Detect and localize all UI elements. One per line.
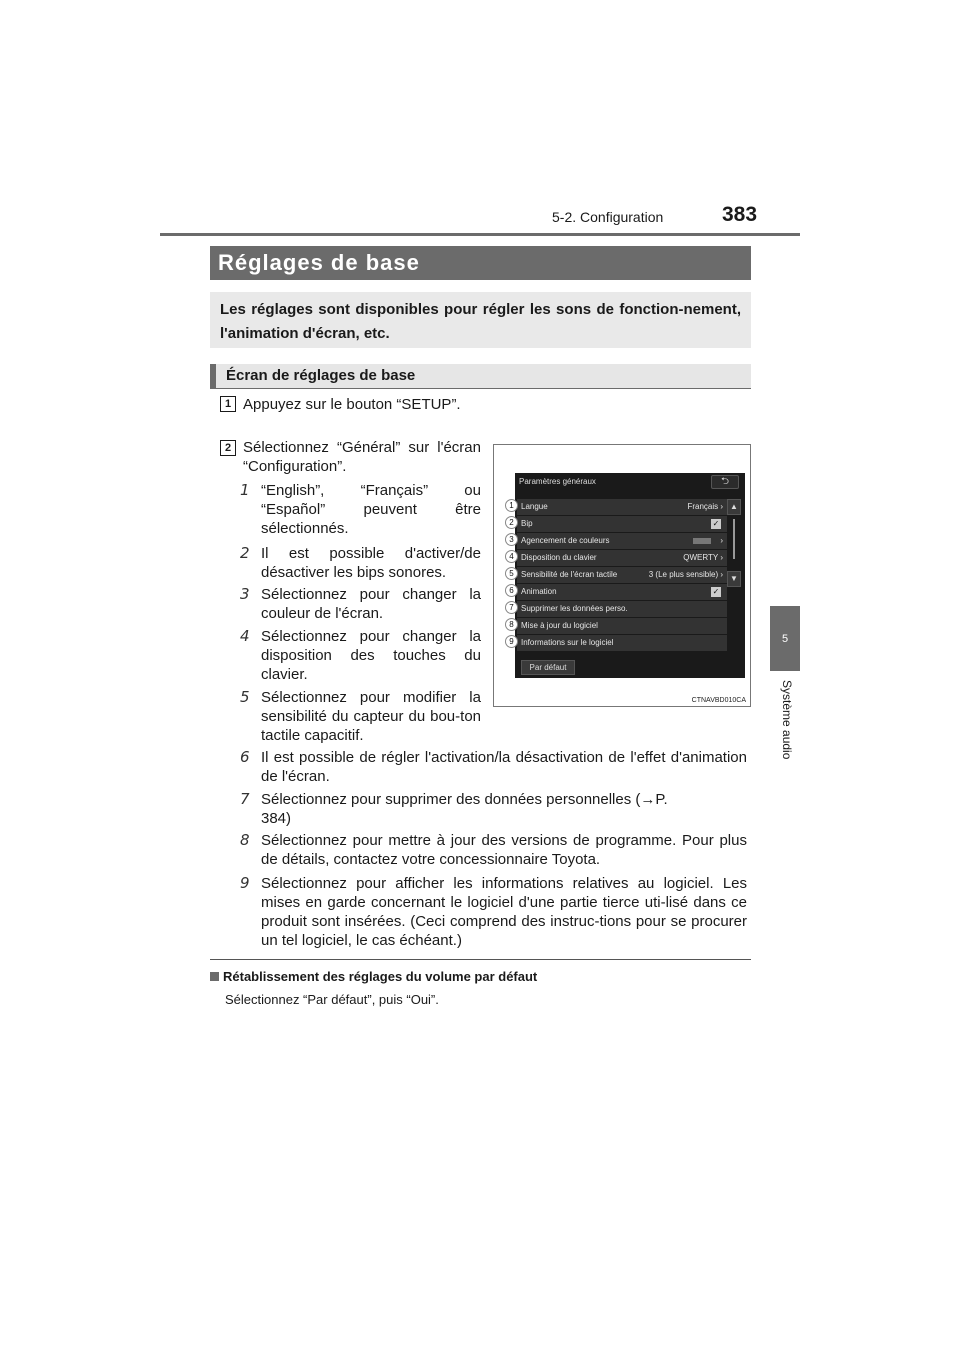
section-heading: 5-2. Configuration	[552, 209, 664, 225]
row-value: Français ›	[687, 502, 723, 511]
settings-screen-illustration	[493, 444, 751, 707]
subsection-divider	[210, 388, 751, 389]
row-label: Sensibilité de l'écran tactile	[521, 570, 618, 579]
row-label: Agencement de couleurs	[521, 536, 610, 545]
row-value: 3 (Le plus sensible) ›	[648, 570, 723, 579]
row-label: Supprimer les données perso.	[521, 604, 628, 613]
callout-number: 7	[505, 601, 518, 614]
list-item	[509, 584, 727, 600]
scroll-up-icon: ▲	[727, 499, 741, 515]
callout-number: 4	[505, 550, 518, 563]
row-label: Mise à jour du logiciel	[521, 621, 598, 630]
note-title	[210, 969, 537, 984]
step-number: 1	[220, 396, 236, 412]
item-text: Sélectionnez pour changer la disposition des touches du clavier.	[261, 628, 481, 683]
screen-title: Paramètres généraux	[519, 477, 596, 486]
checkbox-icon: ✓	[712, 519, 720, 528]
note-divider	[210, 959, 751, 960]
row-value: ›	[720, 536, 723, 545]
callout-number: 2	[505, 516, 518, 529]
step-number: 2	[220, 440, 236, 456]
callout-number: 8	[240, 831, 250, 849]
settings-list	[509, 499, 727, 652]
row-label: Informations sur le logiciel	[521, 638, 614, 647]
step-text: Sélectionnez “Général” sur l'écran “Configuration”.	[243, 439, 481, 475]
header-divider	[160, 233, 800, 236]
scrollbar	[727, 499, 741, 651]
chapter-label: Système audio	[780, 680, 794, 760]
display-screen	[509, 473, 745, 678]
item-text: Sélectionnez pour changer la couleur de l'écran.	[261, 586, 481, 622]
step-text: Appuyez sur le bouton “SETUP”.	[243, 396, 461, 413]
item-text: Sélectionnez pour supprimer des données personnelles (→P. 384)	[261, 791, 668, 827]
list-item	[509, 550, 727, 566]
subsection-heading: Écran de réglages de base	[210, 364, 751, 388]
list-item	[509, 567, 727, 583]
note-text: Sélectionnez “Par défaut”, puis “Oui”.	[225, 992, 439, 1007]
row-label: Langue	[521, 502, 548, 511]
page-number: 383	[722, 203, 758, 226]
callout-number: 7	[240, 790, 250, 808]
list-item	[509, 601, 727, 617]
square-bullet-icon	[210, 972, 219, 981]
callout-number: 8	[505, 618, 518, 631]
item-text: Sélectionnez pour modifier la sensibilité du capteur du bou-ton tactile capacitif.	[261, 689, 481, 744]
callout-number: 5	[240, 688, 250, 706]
item-text: Sélectionnez pour mettre à jour des versions de programme. Pour plus de détails, contactez votre concessionnaire Toyota.	[261, 832, 747, 868]
note-title-text: Rétablissement des réglages du volume par défaut	[223, 969, 538, 984]
callout-number: 4	[240, 627, 250, 645]
color-swatch	[693, 538, 711, 544]
image-code: CTNAVBD010CA	[691, 697, 746, 704]
list-item	[509, 516, 727, 532]
callout-number: 6	[505, 584, 518, 597]
row-label: Bip	[521, 519, 533, 528]
callout-number: 3	[240, 585, 250, 603]
callout-number: 6	[240, 748, 250, 766]
row-label: Animation	[521, 587, 557, 596]
default-button: Par défaut	[521, 660, 575, 675]
item-text: Il est possible de régler l'activation/la désactivation de l'effet d'animation de l'écran.	[261, 749, 747, 785]
callout-number: 2	[240, 544, 250, 562]
back-arrow-icon: ⮌	[711, 475, 739, 489]
row-label: Disposition du clavier	[521, 553, 597, 562]
list-item	[509, 618, 727, 634]
callout-number: 9	[505, 635, 518, 648]
checkbox-icon: ✓	[712, 587, 720, 596]
list-item	[509, 635, 727, 651]
list-item	[509, 499, 727, 515]
chapter-number: 5	[781, 632, 789, 645]
item-text: “English”, “Français” ou “Español” peuvent être sélectionnés.	[261, 482, 481, 537]
item-text: Il est possible d'activer/de désactiver les bips sonores.	[261, 545, 481, 581]
callout-number: 1	[505, 499, 518, 512]
page-title: Réglages de base	[210, 246, 751, 280]
row-value: QWERTY ›	[683, 553, 723, 562]
callout-number: 1	[240, 481, 250, 499]
chapter-tab	[770, 606, 800, 671]
list-item	[509, 533, 727, 549]
callout-number: 3	[505, 533, 518, 546]
callout-number: 9	[240, 874, 250, 892]
scroll-track	[733, 519, 735, 559]
scroll-down-icon: ▼	[727, 571, 741, 587]
item-text: Sélectionnez pour afficher les informations relatives au logiciel. Les mises en garde concernant le logiciel d'une partie tierce uti-lisé dans ce produit sont insérées. (Ceci comprend des instruc-tions pour se procurer un tel logiciel, le cas échéant.)	[261, 875, 747, 949]
intro-box: Les réglages sont disponibles pour régler les sons de fonction-nement, l'animation d'écran, etc.	[210, 292, 751, 348]
callout-number: 5	[505, 567, 518, 580]
